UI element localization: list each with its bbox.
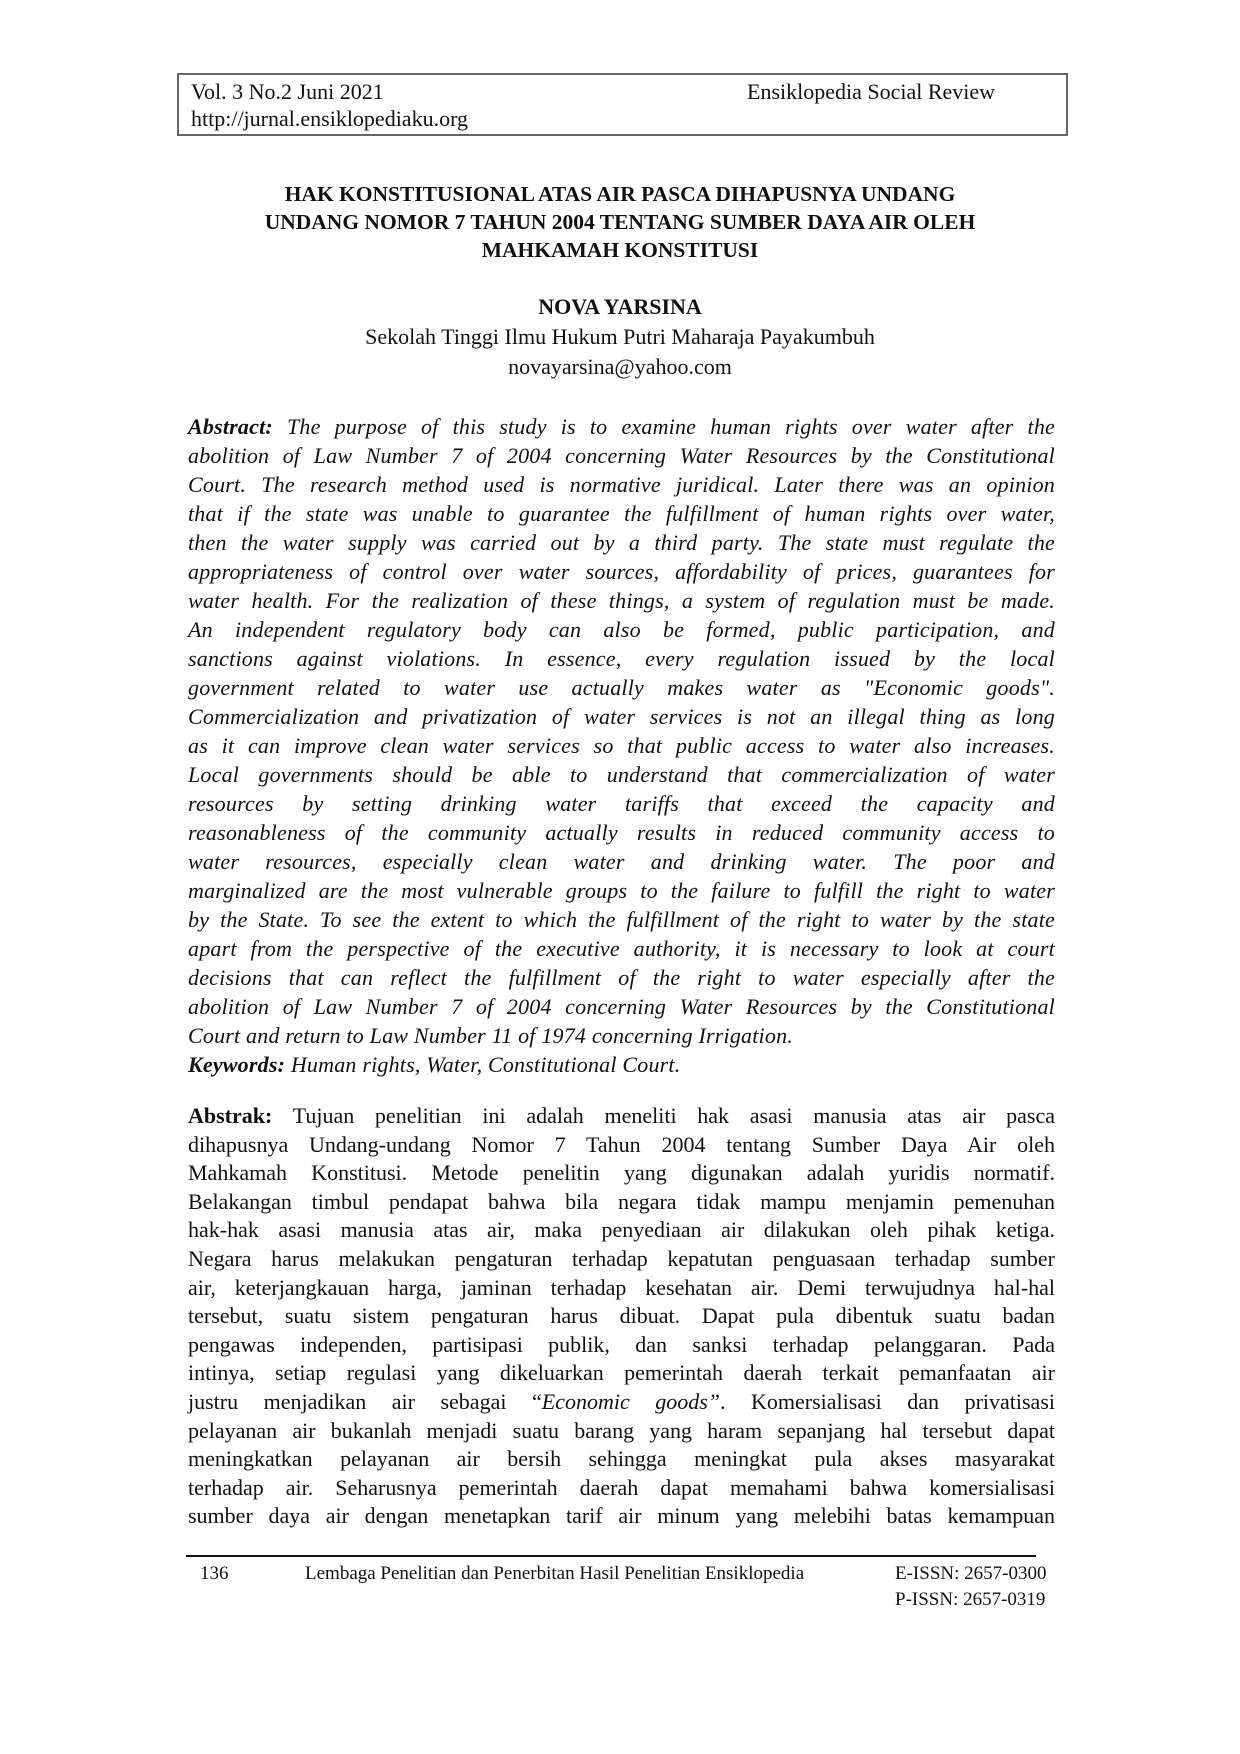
abstrak-line: pengawas independen, partisipasi publik, dan sanksi terhadap pelanggaran. Pada — [188, 1331, 1055, 1357]
abstract-label: Abstract: — [188, 414, 273, 439]
abstrak-line: meningkatkan pelayanan air bersih sehingga meningkat pula akses masyarakat — [188, 1446, 1055, 1472]
abstract-line: that if the state was unable to guarantee the fulfillment of human rights over water, — [188, 501, 1055, 526]
abstrak-label: Abstrak: — [188, 1103, 273, 1128]
journal-name: Ensiklopedia Social Review — [747, 79, 996, 104]
abstrak-line: justru menjadikan air sebagai “Economic goods”. Komersialisasi dan privatisasi — [188, 1388, 1055, 1414]
abstract-line: Local governments should be able to understand that commercialization of water — [188, 762, 1055, 787]
paper-title — [180, 180, 1060, 264]
abstract-line: reasonableness of the community actually results in reduced community access to — [188, 820, 1055, 845]
abstract-line: Court. The research method used is normative juridical. Later there was an opinion — [188, 472, 1055, 497]
footer-publisher: Lembaga Penelitian dan Penerbitan Hasil Penelitian Ensiklopedia — [305, 1563, 805, 1584]
abstract-line: resources by setting drinking water tariffs that exceed the capacity and — [188, 791, 1055, 816]
abstrak-line: dihapusnya Undang-undang Nomor 7 Tahun 2004 tentang Sumber Daya Air oleh — [188, 1131, 1055, 1157]
economic-goods-italic: Economic goods” — [541, 1388, 721, 1414]
abstract-line: Commercialization and privatization of water services is not an illegal thing as long — [188, 704, 1055, 729]
abstract-english — [188, 412, 1055, 1079]
keywords-label: Keywords: — [188, 1052, 286, 1077]
abstrak-line: hak-hak asasi manusia atas air, maka penyediaan air dilakukan oleh pihak ketiga. — [188, 1217, 1055, 1243]
keywords-text: Human rights, Water, Constitutional Court. — [285, 1052, 681, 1077]
title-line: HAK KONSTITUSIONAL ATAS AIR PASCA DIHAPUSNYA UNDANG — [284, 182, 956, 206]
abstrak-line: Abstrak: Tujuan penelitian ini adalah meneliti hak asasi manusia atas air pasca — [188, 1103, 1055, 1128]
title-line: UNDANG NOMOR 7 TAHUN 2004 TENTANG SUMBER DAYA AIR OLEH — [264, 210, 976, 234]
abstrak-line: Mahkamah Konstitusi. Metode penelitin yang digunakan adalah yuridis normatif. — [188, 1160, 1055, 1186]
abstract-line: apart from the perspective of the executive authority, it is necessary to look at court — [188, 936, 1055, 961]
page-number: 136 — [200, 1563, 229, 1584]
journal-volume: Vol. 3 No.2 Juni 2021 — [191, 79, 384, 104]
abstract-line: decisions that can reflect the fulfillment of the right to water especially after the — [188, 965, 1055, 990]
abstrak-line: tersebut, suatu sistem pengaturan harus dibuat. Dapat pula dibentuk suatu badan — [188, 1303, 1055, 1329]
abstract-line: appropriateness of control over water sources, affordability of prices, guarantees for — [188, 559, 1055, 584]
abstract-indonesian — [188, 1102, 1055, 1531]
footer-eissn: E-ISSN: 2657-0300 — [895, 1563, 1047, 1584]
abstract-line: as it can improve clean water services so that public access to water also increases. — [188, 733, 1055, 758]
title-line: MAHKAMAH KONSTITUSI — [481, 238, 759, 262]
abstract-line: by the State. To see the extent to which the fulfillment of the right to water by the state — [188, 907, 1055, 932]
footer-divider — [186, 1555, 1036, 1557]
abstrak-line: intinya, setiap regulasi yang dikeluarkan pemerintah daerah terkait pemanfaatan air — [188, 1360, 1055, 1386]
abstract-line: abolition of Law Number 7 of 2004 concerning Water Resources by the Constitutional — [188, 994, 1055, 1019]
author-affiliation: Sekolah Tinggi Ilmu Hukum Putri Maharaja Payakumbuh — [365, 324, 875, 349]
abstract-line: Abstract: The purpose of this study is to examine human rights over water after the — [188, 414, 1055, 439]
abstrak-line: Belakangan timbul pendapat bahwa bila negara tidak mampu menjamin pemenuhan — [188, 1188, 1055, 1214]
keywords-line — [188, 1050, 1055, 1079]
abstract-line: water health. For the realization of these things, a system of regulation must be made. — [188, 588, 1055, 613]
author-block — [180, 292, 1060, 382]
abstrak-line: terhadap air. Seharusnya pemerintah daerah dapat memahami bahwa komersialisasi — [188, 1474, 1055, 1500]
abstrak-line: pelayanan air bukanlah menjadi suatu barang yang haram sepanjang hal tersebut dapat — [188, 1417, 1055, 1443]
abstrak-line: air, keterjangkauan harga, jaminan terhadap kesehatan air. Demi terwujudnya hal-hal — [188, 1274, 1055, 1300]
abstrak-line: sumber daya air dengan menetapkan tarif air minum yang melebihi batas kemampuan — [188, 1503, 1055, 1529]
running-header — [177, 73, 1068, 136]
abstrak-line: Negara harus melakukan pengaturan terhadap kepatutan penguasaan terhadap sumber — [188, 1245, 1055, 1271]
abstract-line: then the water supply was carried out by a third party. The state must regulate the — [188, 530, 1055, 555]
abstract-line: sanctions against violations. In essence, every regulation issued by the local — [188, 646, 1055, 671]
footer-pissn: P-ISSN: 2657-0319 — [895, 1589, 1046, 1610]
author-name: NOVA YARSINA — [538, 294, 702, 319]
abstract-line: An independent regulatory body can also be formed, public participation, and — [188, 617, 1055, 642]
abstract-line: Court and return to Law Number 11 of 1974 concerning Irrigation. — [188, 1023, 793, 1048]
author-email[interactable]: novayarsina@yahoo.com — [508, 354, 732, 379]
abstract-line: abolition of Law Number 7 of 2004 concerning Water Resources by the Constitutional — [188, 443, 1055, 468]
abstract-line: government related to water use actually makes water as "Economic goods". — [188, 675, 1055, 700]
abstract-line: water resources, especially clean water and drinking water. The poor and — [188, 849, 1055, 874]
abstract-line: marginalized are the most vulnerable groups to the failure to fulfill the right to water — [188, 878, 1055, 903]
journal-url[interactable]: http://jurnal.ensiklopediaku.org — [191, 106, 468, 131]
